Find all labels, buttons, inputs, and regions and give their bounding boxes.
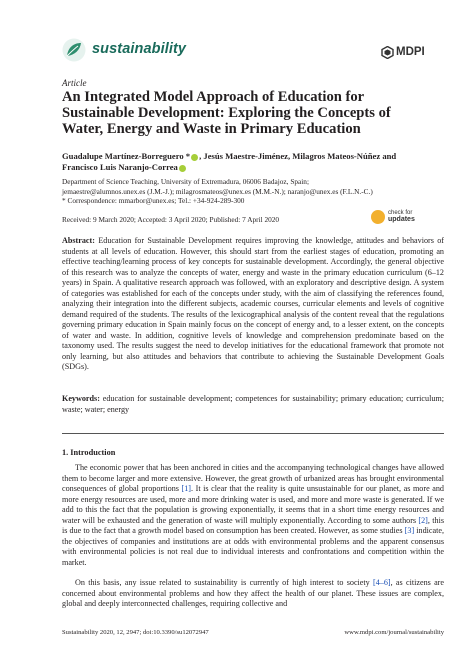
author-names: , Jesús Maestre-Jiménez, Milagros Mateos-Núñez and [199, 151, 397, 161]
citation-link[interactable]: [2] [418, 515, 428, 525]
publication-dates: Received: 9 March 2020; Accepted: 3 April 2020; Published: 7 April 2020 [62, 215, 280, 224]
paragraph-text: , this is due to the fact that a growth model based on consumption has been created. However, as some studies [62, 515, 444, 535]
check-updates-line2: updates [388, 215, 415, 223]
abstract-text: Education for Sustainable Development requires improving the knowledge, attitudes and behaviors of students at all levels of education. However, this should start from the earliest stages of education, promoting an effective teaching/learning process of key concepts for sustainable development. Accordingly, the general objective of this research was to analyze the concepts of water, energy and waste in the primary education curriculum (6–12 years) in Spain. A qualitative research approach was followed, with an exploratory and descriptive design. A system of categories was established for each of the concepts under study, with the aim of classifying the references found, analyzing their integration into the different subjects, academic courses, curricular elements and levels of cognitive demand required of the students. The results of the lexicographical analysis of the content reveal that the regulations governing primary education in Spain mainly focus on the concept of energy and, to a lesser extent, on the concepts of water and waste. In addition, cognitive levels of knowledge and comprehension predominate based on the taxonomy used. The results suggest the need to develop initiatives for the educational framework that promote not only learning, but also attitudes and behaviors that contribute to achieving the Sustainable Development Goals (SDGs). [62, 236, 445, 371]
author-name: Francisco Luis Naranjo-Correa [62, 162, 178, 172]
keywords-label: Keywords: [62, 394, 100, 403]
paper-title: An Integrated Model Approach of Education for Sustainable Development: Exploring the Concepts of Water, Energy and Waste in Primary Education [62, 89, 391, 137]
keywords-text: education for sustainable development; competences for sustainability; primary education; curriculum; waste; water; energy [62, 394, 445, 414]
abstract [62, 236, 444, 373]
affiliation-department: Department of Science Teaching, University of Extremadura, 06006 Badajoz, Spain; [62, 177, 309, 186]
paragraph-text: On this basis, any issue related to sustainability is currently of high interest to society [75, 578, 374, 587]
paragraph-text: indicate, the objectives of companies and institutions are at odds with environmental problems and the apparent consensus with environmental policies is not real due to individual interests and confrontations and competition within the market. [62, 526, 444, 567]
orcid-icon[interactable] [179, 165, 186, 172]
article-type: Article [62, 78, 87, 88]
affiliation-emails: jemaestre@alumnos.unex.es (J.M.-J.); milagrosmateos@unex.es (M.M.-N.); naranjo@unex.es (F.L.N.-C.) [62, 186, 373, 196]
journal-name: sustainability [92, 41, 187, 57]
publisher-name: MDPI [396, 46, 425, 59]
author-name: Guadalupe Martínez-Borreguero * [62, 151, 191, 161]
paragraph-text: The economic power that has been anchored in cities and the accompanying technological changes have allowed them to become larger and more extensive. However, the great growth of urbanized areas has brought environmental consequences of global proportions [62, 463, 444, 493]
mdpi-hexagon-icon [381, 46, 394, 59]
check-updates-icon [371, 210, 385, 224]
keywords [62, 394, 444, 415]
citation-link[interactable]: [1] [181, 484, 191, 493]
correspondence: * Correspondence: mmarbor@unex.es; Tel.: +34-924-289-300 [62, 196, 245, 206]
section-heading: 1. Introduction [62, 448, 116, 457]
divider [62, 433, 444, 434]
paragraph-text: . It is clear that the reality is quite unsustainable for our planet, as more and more energy resources are used, more and more drinking water is used, and more and more waste is generated. If we add to this the fact that the population is growing exponentially, it seems that in a short time energy resources and water will be exhausted and the generation of waste will multiply exponentially. According to some authors [62, 484, 444, 525]
orcid-icon[interactable] [191, 154, 198, 161]
check-updates-line1: check for [388, 210, 413, 216]
paragraph [62, 578, 444, 610]
affiliations [62, 177, 457, 206]
leaf-icon [62, 38, 86, 62]
paragraph [62, 463, 444, 568]
citation-link[interactable]: [3] [404, 526, 415, 535]
footer-url[interactable]: www.mdpi.com/journal/sustainability [344, 629, 444, 636]
check-for-updates-badge[interactable] [371, 209, 441, 227]
mdpi-logo [381, 43, 425, 61]
paragraph-text: , as citizens are concerned about environmental problems and how they affect the health of our planet. These issues are complex, global and deeply interconnected challenges, requiring collective and [62, 578, 444, 608]
abstract-label: Abstract: [62, 236, 95, 245]
author-list [62, 151, 442, 173]
citation-link[interactable]: [4–6] [373, 578, 391, 587]
footer-citation: Sustainability 2020, 12, 2947; doi:10.3390/su12072947 [62, 629, 209, 636]
